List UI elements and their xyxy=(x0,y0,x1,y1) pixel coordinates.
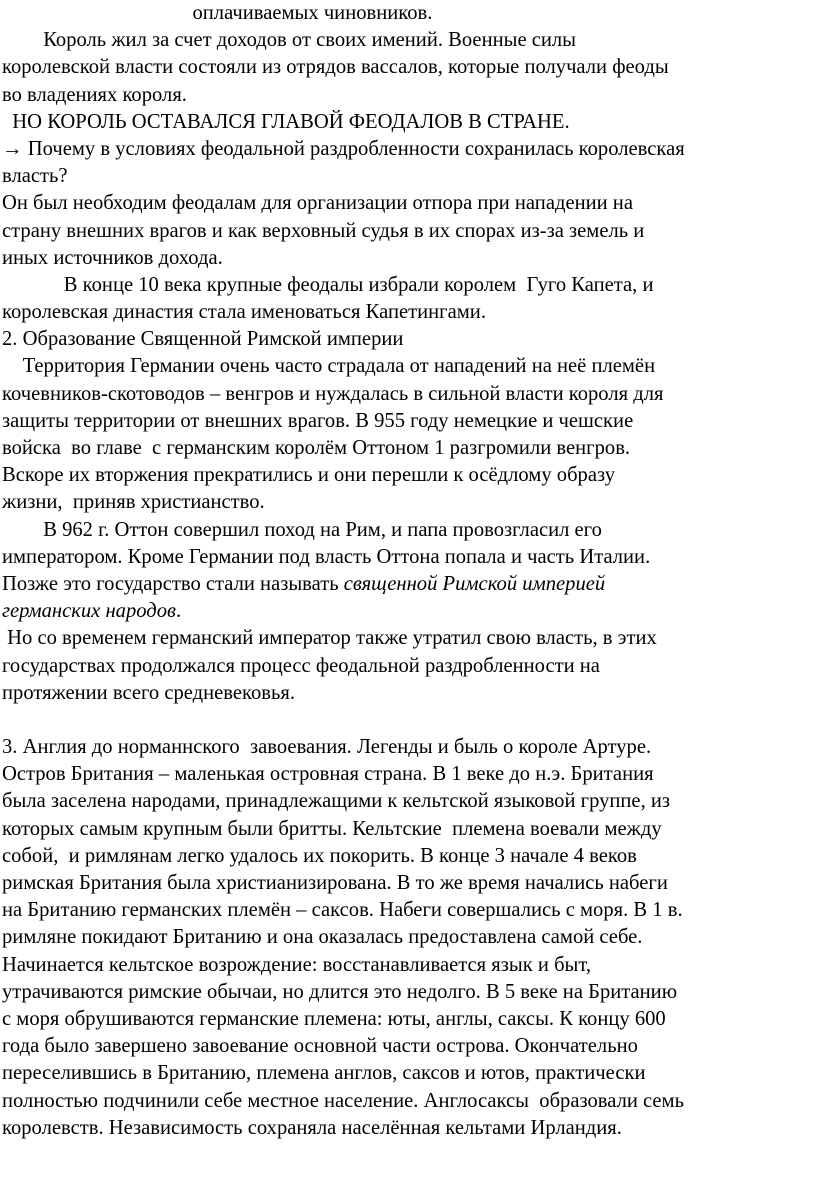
text-line: во владениях короля. xyxy=(2,83,187,106)
text-line: королевств. Независимость сохраняла населённая кельтами Ирландия. xyxy=(2,1116,622,1139)
text-line: собой, и римлянам легко удалось их покорить. В конце 3 начале 4 веков xyxy=(2,844,637,867)
section-heading: 3. Англия до норманнского завоевания. Легенды и быль о короле Артуре. xyxy=(2,736,652,759)
text-line: королевской власти состояли из отрядов вассалов, которые получали феоды xyxy=(2,56,669,79)
text-line: императором. Кроме Германии под власть Оттона попала и часть Италии. xyxy=(2,545,651,568)
text-line: протяжении всего средневековья. xyxy=(2,681,296,704)
text-line: Остров Британия – маленькая островная страна. В 1 веке до н.э. Британия xyxy=(2,763,654,786)
section-heading: 2. Образование Священной Римской империи xyxy=(2,328,404,351)
text-segment: . xyxy=(175,600,182,623)
text-line: В 962 г. Оттон совершил поход на Рим, и папа провозгласил его xyxy=(2,518,602,541)
text-line: королевская династия стала именоваться Капетингами. xyxy=(2,301,486,324)
text-line: защиты территории от внешних врагов. В 955 году немецкие и чешские xyxy=(2,409,634,432)
text-line: римская Британия была христианизирована. В то же время начались набеги xyxy=(2,872,668,894)
text-line: Он был необходим феодалам для организации отпора при нападении на xyxy=(2,192,633,215)
blank-line xyxy=(2,707,814,734)
text-line: власть? xyxy=(2,165,68,188)
text-line: Король жил за счет доходов от своих имений. Военные силы xyxy=(2,29,577,52)
text-line: Начинается кельтское возрождение: восстанавливается язык и быт, xyxy=(2,953,591,976)
text-block-1 xyxy=(2,0,814,625)
text-line: которых самым крупным были бритты. Кельтские племена воевали между xyxy=(2,817,662,840)
text-line: иных источников дохода. xyxy=(2,246,223,269)
text-line: жизни, приняв христианство. xyxy=(2,491,265,514)
text-line: римляне покидают Британию и она оказалась предоставлена самой себе. xyxy=(2,926,643,949)
text-line: Территория Германии очень часто страдала от нападений на неё племён xyxy=(2,355,656,378)
text-segment: Позже это государство стали называть xyxy=(2,572,344,595)
text-block-2 xyxy=(2,625,814,707)
text-line: с моря обрушиваются германские племена: юты, англы, саксы. К концу 600 xyxy=(2,1007,666,1030)
text-line: переселившись в Британию, племена англов, саксов и ютов, практически xyxy=(2,1062,646,1085)
text-line: оплачиваемых чиновников. xyxy=(2,2,433,24)
text-line: кочевников-скотоводов – венгров и нуждалась в сильной власти короля для xyxy=(2,382,664,405)
text-line: В конце 10 века крупные феодалы избрали королем Гуго Капета, и xyxy=(2,273,654,296)
text-line: войска во главе с германским королём Оттоном 1 разгромили венгров. xyxy=(2,437,631,459)
text-block-3 xyxy=(2,734,814,1142)
text-line: года было завершено завоевание основной части острова. Окончательно xyxy=(2,1035,638,1058)
italic-term: священной Римской империей xyxy=(343,572,606,595)
text-line: государствах продолжался процесс феодальной раздробленности на xyxy=(2,654,600,677)
text-line: Вскоре их вторжения прекратились и они перешли к осёдлому образу xyxy=(2,464,615,487)
text-line: утрачиваются римские обычаи, но длится это недолго. В 5 веке на Британию xyxy=(2,980,678,1003)
text-line: на Британию германских племён – саксов. Набеги совершались с моря. В 1 в. xyxy=(2,899,683,922)
text-line: была заселена народами, принадлежащими к кельтской языковой группе, из xyxy=(2,790,671,813)
text-line: НО КОРОЛЬ ОСТАВАЛСЯ ГЛАВОЙ ФЕОДАЛОВ В СТРАНЕ. xyxy=(2,110,570,133)
text-line: полностью подчинили себе местное население. Англосаксы образовали семь xyxy=(2,1089,684,1112)
text-line: страну внешних врагов и как верховный судья в их спорах из-за земель и xyxy=(2,219,645,242)
italic-term: германских народов xyxy=(2,600,176,623)
text-line: → Почему в условиях феодальной раздробленности сохранилась королевская xyxy=(2,137,685,160)
text-line: Но со временем германский император также утратил свою власть, в этих xyxy=(2,627,657,650)
text-line-with-italic xyxy=(2,598,814,625)
text-line-with-italic xyxy=(2,571,814,598)
